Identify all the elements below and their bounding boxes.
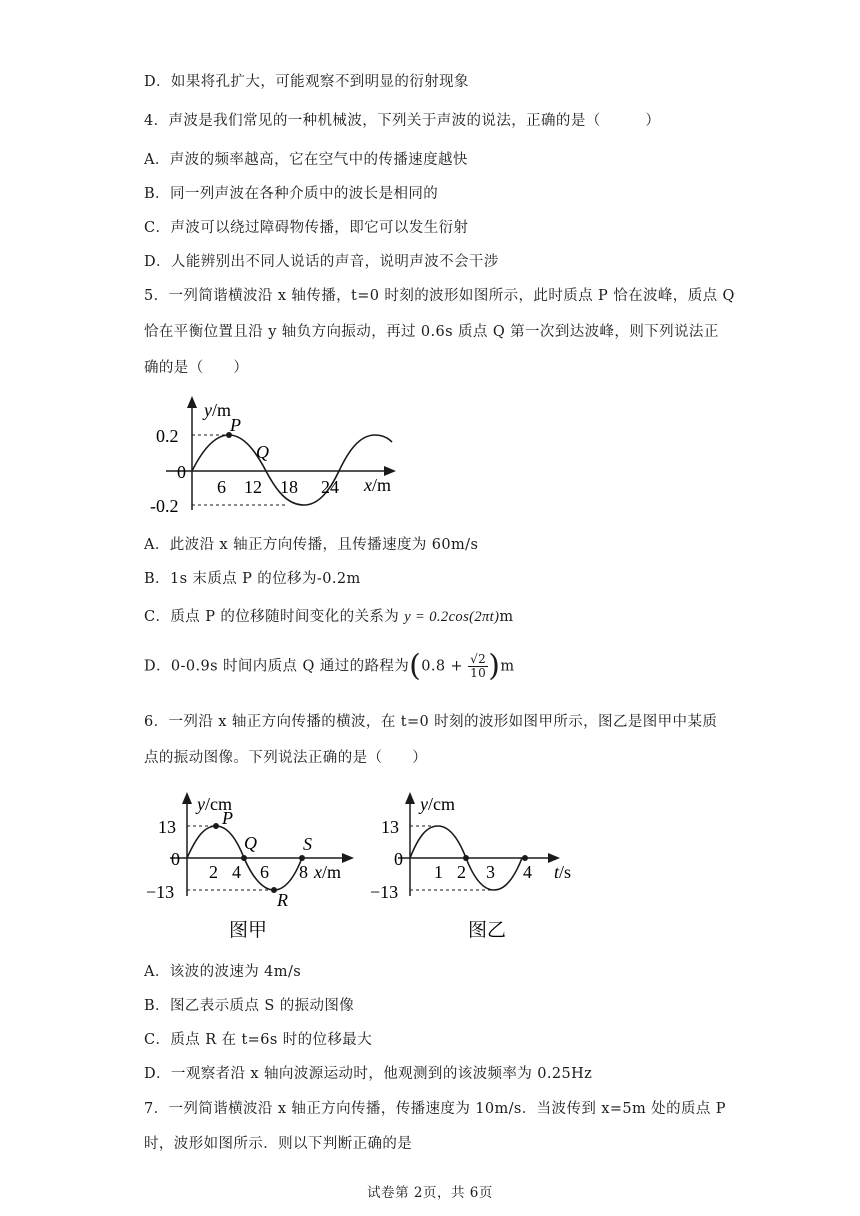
q6b-xtick-3: 3 — [486, 862, 495, 882]
q6a-caption: 图甲 — [229, 919, 268, 941]
q6b-xtick-2: 2 — [457, 862, 466, 882]
q6a-ytick-zero: 0 — [171, 849, 180, 869]
q5-ytick-top: 0.2 — [156, 426, 179, 446]
q6a-y-label: y/cm — [197, 794, 232, 814]
q6a-y-arrow-icon — [182, 792, 192, 804]
q6a-point-p — [213, 823, 219, 829]
q6b-ytick-top: 13 — [381, 817, 399, 837]
q5-wave-figure — [144, 392, 414, 520]
q6-figure-b — [370, 788, 590, 948]
q6-stem-line2: 点的振动图像。下列说法正确的是（ ） — [144, 750, 428, 766]
q4-option-c: C．声波可以绕过障碍物传播，即它可以发生衍射 — [144, 220, 469, 236]
q6a-xtick-8: 8 — [299, 862, 308, 882]
q5-option-d-numerator: √2 — [470, 652, 487, 666]
q5-stem-line2: 恰在平衡位置且沿 y 轴负方向振动，再过 0.6s 质点 Q 第一次到达波峰，则下列说法正 — [144, 324, 719, 340]
q6a-ytick-top: 13 — [158, 817, 176, 837]
q6-option-a: A．该波的波速为 4m/s — [144, 964, 302, 980]
q6a-xtick-2: 2 — [209, 862, 218, 882]
q6-option-c: C．质点 R 在 t=6s 时的位移最大 — [144, 1032, 373, 1048]
q5-stem-line3: 确的是（ ） — [144, 360, 249, 376]
page-footer: 试卷第 2页，共 6页 — [367, 1185, 493, 1201]
q3-option-d: D．如果将孔扩大，可能观察不到明显的衍射现象 — [144, 74, 469, 90]
q6b-point-t2 — [463, 855, 469, 861]
q5-option-d: D．0-0.9s 时间内质点 Q 通过的路程为(0.8 + $\frac{√2}{10}$ )m — [144, 648, 515, 684]
q5-ytick-bottom: -0.2 — [150, 496, 179, 516]
q6b-point-t4 — [522, 855, 528, 861]
q5-y-arrow-icon — [187, 396, 197, 408]
q6a-xtick-6: 6 — [260, 862, 269, 882]
q7-stem-line1: 7．一列简谐横波沿 x 轴正方向传播，传播速度为 10m/s．当波传到 x=5m 处的质点 P — [144, 1101, 726, 1117]
q6a-label-q: Q — [244, 833, 257, 853]
q5-option-d-fraction — [468, 653, 488, 680]
q6a-xtick-4: 4 — [232, 862, 241, 882]
q5-xtick-18: 18 — [280, 477, 298, 497]
q4-option-b: B．同一列声波在各种介质中的波长是相同的 — [144, 186, 439, 202]
q5-ytick-zero: 0 — [177, 462, 186, 482]
q5-option-a: A．此波沿 x 轴正方向传播，且传播速度为 60m/s — [144, 537, 479, 553]
q6b-x-label: t/s — [554, 862, 572, 882]
q6b-ytick-bottom: −13 — [370, 882, 399, 902]
q6b-caption: 图乙 — [468, 919, 507, 941]
q5-y-label: y/m — [204, 400, 232, 420]
q6-option-d: D．一观察者沿 x 轴向波源运动时，他观测到的该波频率为 0.25Hz — [144, 1066, 593, 1082]
q6a-ytick-bottom: −13 — [146, 882, 175, 902]
q6b-ytick-zero: 0 — [394, 849, 403, 869]
q5-xtick-6: 6 — [217, 477, 226, 497]
q6-stem-line1: 6．一列沿 x 轴正方向传播的横波，在 t=0 时刻的波形如图甲所示，图乙是图甲中某质 — [144, 714, 718, 730]
q6a-point-q — [241, 855, 247, 861]
q5-option-d-whole: 0.8 + — [421, 658, 464, 675]
q6b-y-arrow-icon — [405, 792, 415, 804]
q5-stem-line1: 5．一列简谐横波沿 x 轴传播，t=0 时刻的波形如图所示，此时质点 P 恰在波峰，质点 Q — [144, 288, 735, 304]
q4-option-a: A．声波的频率越高，它在空气中的传播速度越快 — [144, 152, 468, 168]
q6b-y-label: y/cm — [420, 794, 455, 814]
q6a-point-s — [299, 855, 305, 861]
q5-option-d-text: D．0-0.9s 时间内质点 Q 通过的路程为 — [144, 658, 410, 675]
q5-x-label: x/m — [364, 475, 392, 495]
q6a-x-label: x/m — [314, 862, 342, 882]
q5-label-q: Q — [256, 442, 269, 462]
q5-option-b: B．1s 末质点 P 的位移为-0.2m — [144, 571, 361, 587]
q5-label-p: P — [230, 415, 241, 435]
q5-option-d-denominator: 10 — [470, 666, 487, 680]
q6-figure-a — [144, 788, 364, 948]
q6a-label-r: R — [277, 890, 288, 910]
q5-option-d-unit: m — [500, 658, 515, 675]
q6a-x-arrow-icon — [342, 853, 354, 863]
q4-option-d: D．人能辨别出不同人说话的声音，说明声波不会干涉 — [144, 254, 499, 270]
q6b-xtick-1: 1 — [434, 862, 443, 882]
q5-xtick-24: 24 — [321, 477, 339, 497]
q6a-label-p: P — [222, 808, 233, 828]
q5-xtick-12: 12 — [244, 477, 262, 497]
q5-option-c-unit: m — [499, 609, 514, 625]
q5-option-c-text: C．质点 P 的位移随时间变化的关系为 — [144, 609, 400, 625]
q6b-xtick-4: 4 — [523, 862, 532, 882]
q6a-label-s: S — [303, 834, 312, 854]
q7-stem-line2: 时，波形如图所示．则以下判断正确的是 — [144, 1136, 413, 1152]
q4-stem: 4．声波是我们常见的一种机械波，下列关于声波的说法，正确的是（ ） — [144, 113, 661, 129]
q6-option-b: B．图乙表示质点 S 的振动图像 — [144, 998, 355, 1014]
q5-option-c-formula: y = 0.2cos(2πt) — [404, 609, 500, 625]
q5-option-c — [144, 607, 513, 627]
